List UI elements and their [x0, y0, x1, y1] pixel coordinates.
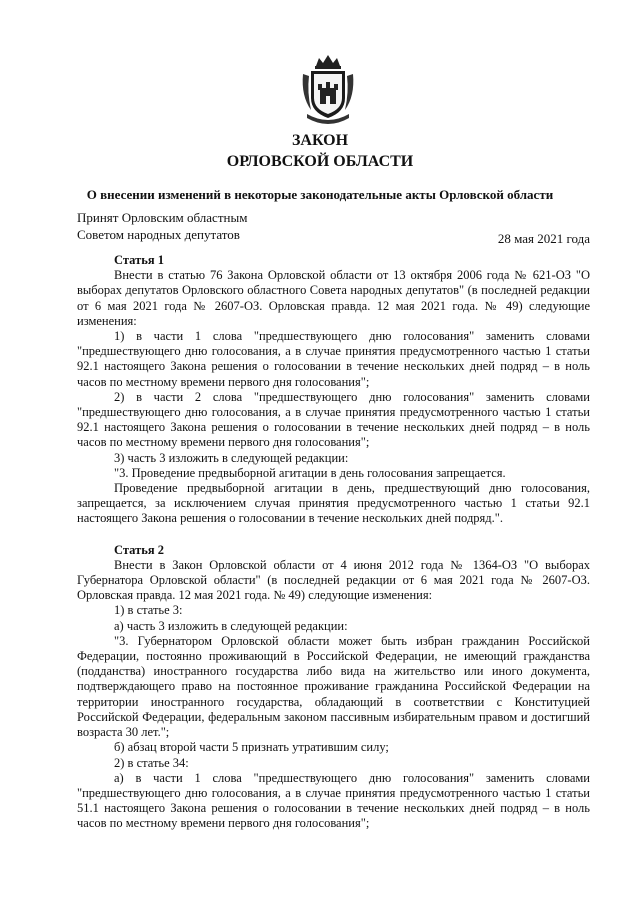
article-2-paragraph: а) в части 1 слова "предшествующего дню голосования" заменить словами "предшествующего дню голосования, а в случае принятия предусмотренного частью 1 статьи 51.1 настоящего Закона решения о голосовании в течение нескольких дней подряд – в ноль часов по местному времени первого дня голосования"; — [77, 770, 590, 831]
document-region: ОРЛОВСКОЙ ОБЛАСТИ — [226, 153, 414, 170]
adoption-line-2: Советом народных депутатов — [77, 227, 240, 242]
article-1-paragraph: 3) часть 3 изложить в следующей редакции: — [114, 450, 349, 465]
adoption-date: 28 мая 2021 года — [497, 231, 590, 246]
document-subtitle: О внесении изменений в некоторые законодательные акты Орловской области — [86, 187, 554, 202]
article-2-heading: Статья 2 — [114, 542, 164, 557]
article-1-paragraph: 1) в части 1 слова "предшествующего дню голосования" заменить словами "предшествующего дню голосования, а в случае принятия предусмотренного частью 1 статьи 92.1 настоящего Закона решения о голосовании в течение нескольких дней подряд – в ноль часов по местному времени первого дня голосования"; — [77, 329, 590, 389]
coat-of-arms-icon — [299, 52, 357, 124]
article-2-paragraph: а) часть 3 изложить в следующей редакции: — [114, 618, 348, 633]
article-2-paragraph: "3. Губернатором Орловской области может быть избран гражданин Российской Федерации, постоянно проживающий в Российской Федерации, не имеющий гражданства (подданства) иностранного государства либо вида на жительство или иного документа, подтверждающего право на постоянное проживание гражданина Российской Федерации на территории иностранного государства, обладающий в соответствии с Конституцией Российской Федерации, федеральным законом пассивным избирательным правом и достигший возраста 30 лет."; — [77, 633, 590, 740]
document-body — [77, 253, 590, 832]
article-1-paragraph: "3. Проведение предвыборной агитации в день голосования запрещается. — [114, 465, 506, 480]
article-2-paragraph: б) абзац второй части 5 признать утратившим силу; — [114, 740, 389, 755]
article-1-heading: Статья 1 — [114, 253, 164, 267]
article-2-paragraph: 1) в статье 3: — [114, 603, 183, 618]
article-2-paragraph: Внести в Закон Орловской области от 4 июня 2012 года № 1364-ОЗ "О выборах Губернатора Орловской области" (в последней редакции от 6 мая 2021 года № 2607-ОЗ. Орловская правда. 12 мая 2021 года. № 49) следующие изменения: — [77, 557, 590, 603]
article-1-paragraph: Проведение предвыборной агитации в день, предшествующий дню голосования, запрещается, за исключением случая принятия предусмотренного частью 1 статьи 92.1 настоящего Закона решения о голосовании в течение нескольких дней подряд.". — [77, 481, 590, 526]
article-2-paragraph: 2) в статье 34: — [114, 755, 189, 770]
document-title: ЗАКОН — [291, 132, 349, 149]
adoption-line-1: Принят Орловским областным — [77, 210, 248, 225]
article-1-paragraph: 2) в части 2 слова "предшествующего дню голосования" заменить словами "предшествующего дню голосования, а в случае принятия предусмотренного частью 1 статьи 92.1 настоящего Закона решения о голосовании в течение нескольких дней подряд – в ноль часов по местному времени первого дня голосования"; — [77, 389, 590, 450]
article-1-paragraph: Внести в статью 76 Закона Орловской области от 13 октября 2006 года № 621-ОЗ "О выборах депутатов Орловского областного Совета народных депутатов" (в последней редакции от 6 мая 2021 года № 2607-ОЗ. Орловская правда. 12 мая 2021 года. № 49) следующие изменения: — [77, 268, 590, 328]
adoption-info — [77, 209, 247, 243]
section-spacer — [77, 527, 590, 543]
